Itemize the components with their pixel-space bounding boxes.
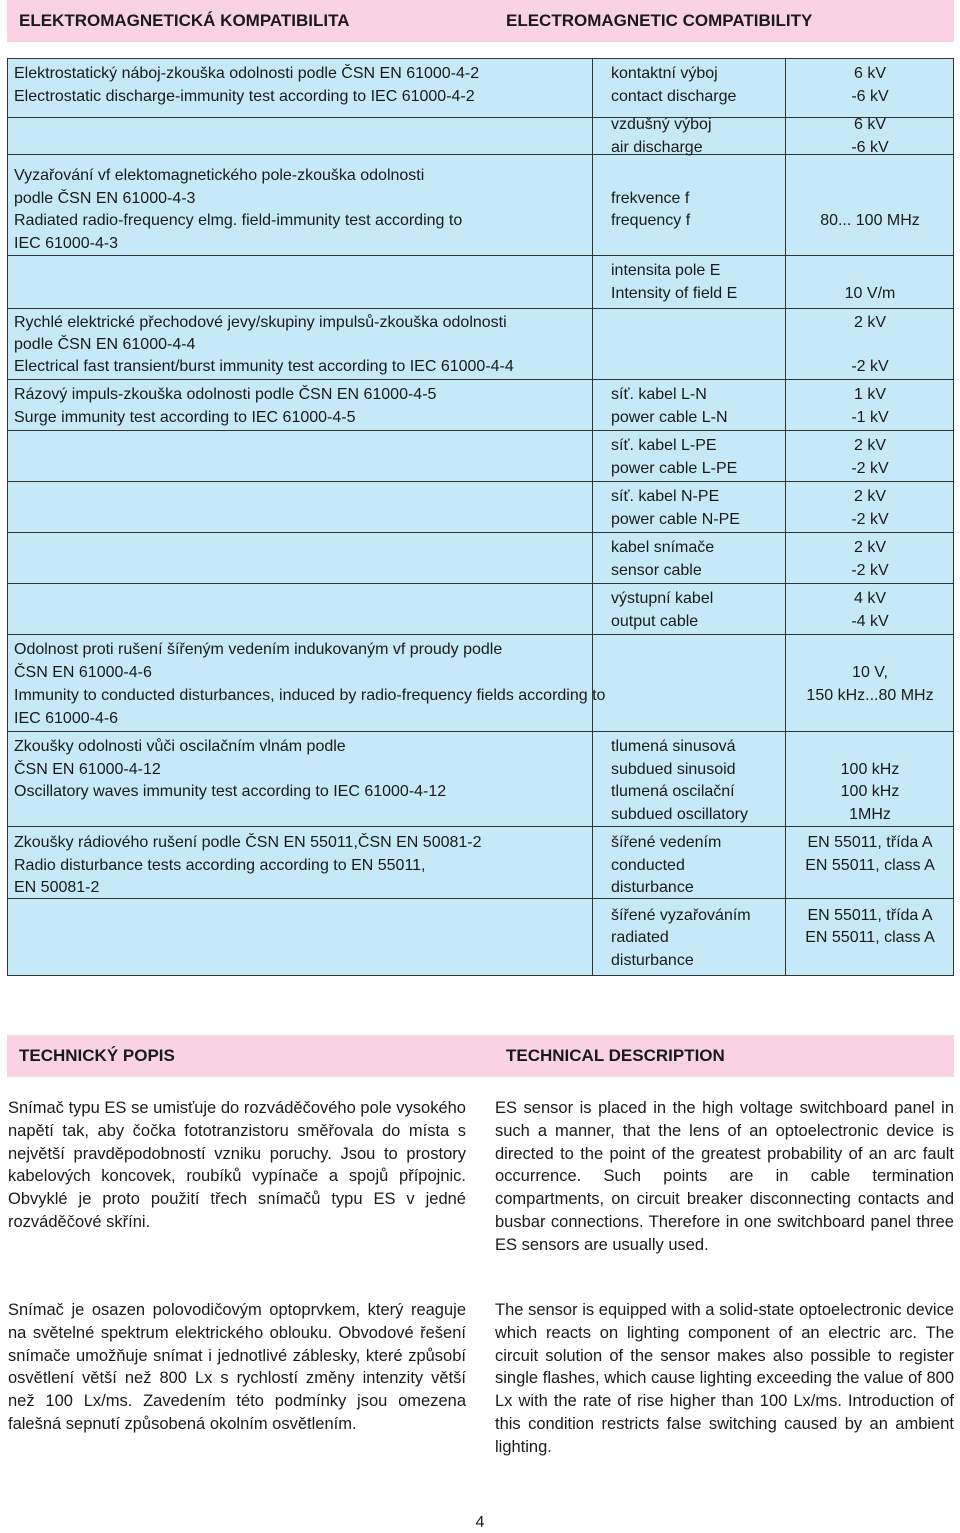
test-name: ČSN EN 61000-4-6	[14, 664, 152, 681]
test-name: IEC 61000-4-3	[14, 235, 119, 252]
column-divider	[592, 59, 593, 975]
condition-label: radiated	[611, 929, 669, 946]
emc-header-band	[7, 0, 954, 42]
row-divider	[8, 583, 953, 584]
test-name: Immunity to conducted disturbances, induced by radio-frequency fields according to	[14, 687, 606, 704]
condition-label: power cable L-PE	[611, 460, 738, 477]
condition-label: frequency f	[611, 212, 691, 229]
emc-table	[7, 58, 954, 976]
condition-label: kabel snímače	[611, 539, 715, 556]
test-name: Oscillatory waves immunity test according to IEC 61000-4-12	[14, 783, 447, 800]
test-value: 80... 100 MHz	[820, 212, 920, 229]
test-value: EN 55011, class A	[805, 857, 935, 874]
test-value: -2 kV	[851, 358, 889, 375]
page-number: 4	[475, 1514, 485, 1531]
test-name: Zkoušky odolnosti vůči oscilačním vlnám podle	[14, 738, 346, 755]
paragraph-cz: Snímač typu ES se umisťuje do rozváděčového pole vysokého napětí tak, aby čočka fototranzistoru směřovala do místa s největší pravděpodobností vzniku poruchy. Jsou to prostory kabelových koncovek, roubíků vypínače a spojů přípojnic. Obvyklé je proto použití třech snímačů typu ES v jedné rozváděčové skříni.	[8, 1099, 466, 1231]
test-name: Elektrostatický náboj-zkouška odolnosti podle ČSN EN 61000-4-2	[14, 65, 480, 82]
test-name: Radio disturbance tests according according to EN 55011,	[14, 857, 426, 874]
test-value: -4 kV	[851, 613, 889, 630]
condition-label: šířené vyzařováním	[611, 907, 751, 924]
paragraph-en: The sensor is equipped with a solid-state optoelectronic device which reacts on lighting component of an electric arc. The circuit solution of the sensor makes also possible to register single flashes, which cause lighting exceeding the value of 800 Lx with the rate of rise higher than 100 Lx/ms. Introduction of this condition restricts false switching caused by an ambient lighting.	[495, 1301, 954, 1456]
paragraph-en: ES sensor is placed in the high voltage switchboard panel in such a manner, that the lens of an optoelectronic device is directed to the point of the greatest probability of an arc fault occurrence. Such points are in cable termination compartments, on circuit breaker disconnecting contacts and busbar connections. Therefore in one switchboard panel three ES sensors are usually used.	[495, 1099, 954, 1254]
test-value: 1MHz	[849, 806, 891, 823]
test-value: 6 kV	[853, 116, 886, 133]
row-divider	[8, 379, 953, 380]
test-value: EN 55011, class A	[805, 929, 935, 946]
condition-label: síť. kabel N-PE	[611, 488, 720, 505]
tech-header-band	[7, 1035, 954, 1077]
test-name: EN 50081-2	[14, 879, 100, 896]
test-value: 6 kV	[853, 65, 886, 82]
test-value: 2 kV	[853, 437, 886, 454]
condition-label: vzdušný výboj	[611, 116, 712, 133]
condition-label: air discharge	[611, 139, 703, 156]
condition-label: sensor cable	[611, 562, 702, 579]
test-name: podle ČSN EN 61000-4-3	[14, 190, 196, 207]
row-divider	[8, 898, 953, 899]
condition-label: conducted	[611, 857, 685, 874]
test-name: Vyzařování vf elektomagnetického pole-zkouška odolnosti	[14, 167, 425, 184]
test-name: Radiated radio-frequency elmg. field-immunity test according to	[14, 212, 463, 229]
test-name: Surge immunity test according to IEC 61000-4-5	[14, 409, 356, 426]
test-value: 10 V/m	[844, 285, 896, 302]
condition-label: kontaktní výboj	[611, 65, 718, 82]
condition-label: subdued sinusoid	[611, 761, 736, 778]
row-divider	[8, 481, 953, 482]
emc-title-cz: ELEKTROMAGNETICKÁ KOMPATIBILITA	[19, 11, 350, 30]
row-divider	[8, 731, 953, 732]
condition-label: power cable L-N	[611, 409, 728, 426]
condition-label: intensita pole E	[611, 262, 721, 279]
test-name: Rychlé elektrické přechodové jevy/skupiny impulsů-zkouška odolnosti	[14, 314, 507, 331]
emc-title-en: ELECTROMAGNETIC COMPATIBILITY	[506, 11, 813, 30]
test-name: Zkoušky rádiového rušení podle ČSN EN 55011,ČSN EN 50081-2	[14, 834, 482, 851]
row-divider	[8, 308, 953, 309]
test-value: -2 kV	[851, 460, 889, 477]
test-value: 2 kV	[853, 488, 886, 505]
test-value: 4 kV	[853, 590, 886, 607]
test-value: 10 V,	[852, 664, 888, 681]
test-value: 150 kHz...80 MHz	[806, 687, 934, 704]
test-name: Electrical fast transient/burst immunity test according to IEC 61000-4-4	[14, 358, 514, 375]
test-value: -2 kV	[851, 562, 889, 579]
condition-label: šířené vedením	[611, 834, 722, 851]
condition-label: výstupní kabel	[611, 590, 714, 607]
test-value: 2 kV	[853, 539, 886, 556]
condition-label: power cable N-PE	[611, 511, 740, 528]
condition-label: subdued oscillatory	[611, 806, 748, 823]
test-name: Rázový impuls-zkouška odolnosti podle ČSN EN 61000-4-5	[14, 386, 437, 403]
test-value: -2 kV	[851, 511, 889, 528]
test-value: -6 kV	[851, 88, 889, 105]
condition-label: síť. kabel L-PE	[611, 437, 717, 454]
test-value: EN 55011, třída A	[807, 907, 933, 924]
condition-label: síť. kabel L-N	[611, 386, 707, 403]
test-value: 100 kHz	[840, 761, 900, 778]
row-divider	[8, 634, 953, 635]
condition-label: tlumená sinusová	[611, 738, 736, 755]
tech-title-cz: TECHNICKÝ POPIS	[19, 1046, 175, 1065]
condition-label: frekvence f	[611, 190, 690, 207]
test-value: EN 55011, třída A	[807, 834, 933, 851]
row-divider	[8, 430, 953, 431]
condition-label: output cable	[611, 613, 699, 630]
tech-title-en: TECHNICAL DESCRIPTION	[506, 1046, 725, 1065]
condition-label: disturbance	[611, 952, 694, 969]
row-divider	[8, 255, 953, 256]
test-name: Electrostatic discharge-immunity test according to IEC 61000-4-2	[14, 88, 475, 105]
test-name: podle ČSN EN 61000-4-4	[14, 336, 196, 353]
test-value: 1 kV	[853, 386, 886, 403]
condition-label: tlumená oscilační	[611, 783, 735, 800]
test-name: ČSN EN 61000-4-12	[14, 761, 161, 778]
test-name: Odolnost proti rušení šířeným vedením indukovaným vf proudy podle	[14, 641, 503, 658]
test-name: IEC 61000-4-6	[14, 710, 119, 727]
paragraph-cz: Snímač je osazen polovodičovým optoprvkem, který reaguje na světelné spektrum elektrického oblouku. Obvodové řešení snímače umožňuje snímat i jednotlivé záblesky, které způsobí osvětlení větší než 800 Lx s rychlostí změny intenzity větší než 100 Lx/ms. Zavedením této podmínky jsou omezena falešná sepnutí způsobená okolním osvětlením.	[8, 1301, 466, 1433]
test-value: -6 kV	[851, 139, 889, 156]
test-value: 100 kHz	[840, 783, 900, 800]
test-value: 2 kV	[853, 314, 886, 331]
test-value: -1 kV	[851, 409, 889, 426]
condition-label: Intensity of field E	[611, 285, 738, 302]
condition-label: disturbance	[611, 879, 694, 896]
condition-label: contact discharge	[611, 88, 737, 105]
row-divider	[8, 532, 953, 533]
